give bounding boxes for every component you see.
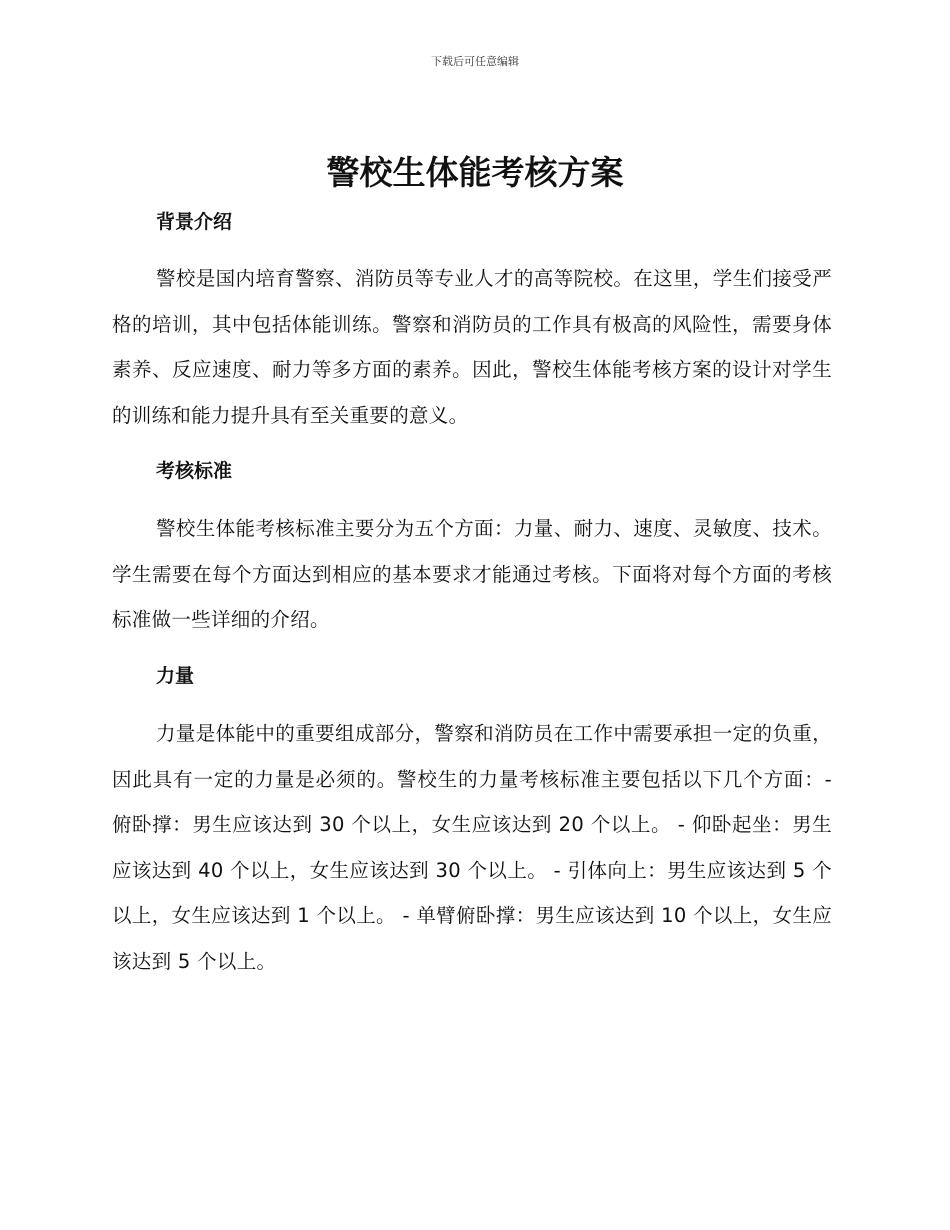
section-paragraph-strength: 力量是体能中的重要组成部分，警察和消防员在工作中需要承担一定的负重，因此具有一定的力量是必须的。警校生的力量考核标准主要包括以下几个方面：- 俯卧撑：男生应该达到 30 个以上，女生应该达到 20 个以上。 - 仰卧起坐：男生应该达到 40 个以上，女生应该达到 30 个以上。 - 引体向上：男生应该达到 5 个以上，女生应该达到 1 个以上。 - 单臂俯卧撑：男生应该达到 10 个以上，女生应该达到 5 个以上。: [112, 722, 832, 973]
document-title: 警校生体能考核方案: [326, 153, 624, 192]
section-heading-background: 背景介绍: [156, 211, 233, 233]
section-heading-standards: 考核标准: [156, 460, 233, 482]
section-heading-strength: 力量: [156, 665, 195, 687]
page-header-note: 下载后可任意编辑: [431, 55, 519, 68]
section-paragraph-standards: 警校生体能考核标准主要分为五个方面：力量、耐力、速度、灵敏度、技术。学生需要在每个方面达到相应的基本要求才能通过考核。下面将对每个方面的考核标准做一些详细的介绍。: [112, 517, 832, 631]
section-paragraph-background: 警校是国内培育警察、消防员等专业人才的高等院校。在这里，学生们接受严格的培训，其中包括体能训练。警察和消防员的工作具有极高的风险性，需要身体素养、反应速度、耐力等多方面的素养。因此，警校生体能考核方案的设计对学生的训练和能力提升具有至关重要的意义。: [112, 267, 832, 427]
